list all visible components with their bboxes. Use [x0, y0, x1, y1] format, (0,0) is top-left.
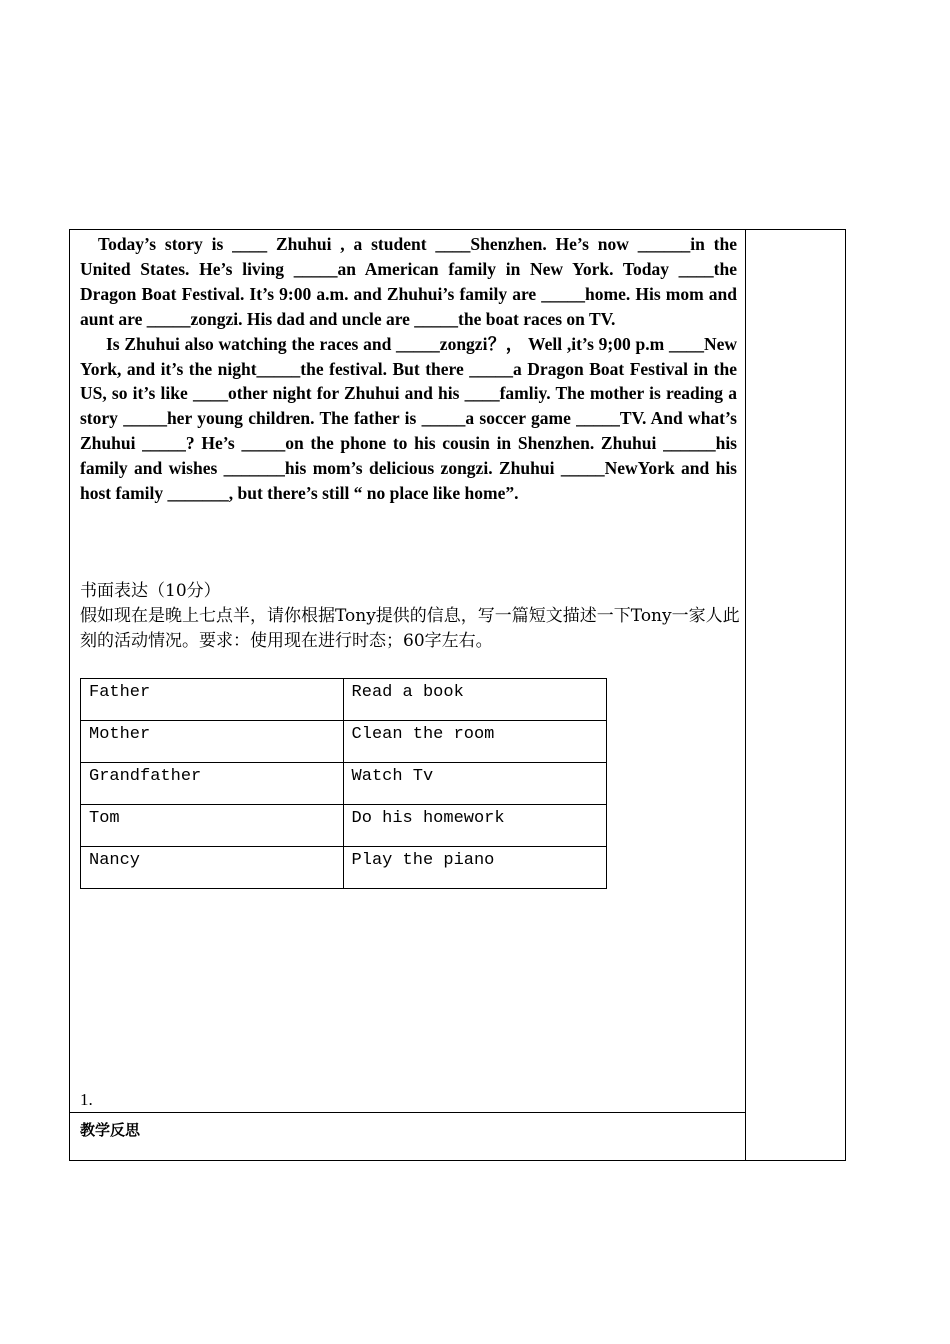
table-row [81, 679, 607, 721]
person-cell: Mother [81, 721, 344, 763]
activity-cell: Clean the room [343, 721, 606, 763]
writing-task-title: 书面表达（10分） [80, 581, 221, 601]
item-number: 1. [80, 1090, 93, 1109]
reading-passage [80, 232, 737, 506]
table-row [81, 763, 607, 805]
worksheet-frame [69, 229, 846, 1161]
main-content-cell [70, 230, 746, 1160]
activity-cell: Play the piano [343, 847, 606, 889]
person-cell: Tom [81, 805, 344, 847]
writing-task-instructions: 假如现在是晚上七点半，请你根据Tony提供的信息，写一篇短文描述一下Tony一家人此刻的活动情况。要求：使用现在进行时态；60字左右。 [80, 606, 740, 651]
person-cell: Nancy [81, 847, 344, 889]
passage-paragraph-2: Is Zhuhui also watching the races and _____zongzi？， Well ,it’s 9;00 p.m ____New York, and it’s the night_____the festival. But there _____a Dragon Boat Festival in the US, so it’s like ____other night for Zhuhui and his ____famliy. The mother is reading a story _____her young children. The father is _____a soccer game _____TV. And what’s Zhuhui _____? He’s _____on the phone to his cousin in Shenzhen. Zhuhui ______his family and wishes _______his mom’s delicious zongzi. Zhuhui _____NewYork and his host family _______, but there’s still “ no place like home”. [80, 333, 737, 504]
table-row [81, 721, 607, 763]
activity-cell: Read a book [343, 679, 606, 721]
family-activity-table [80, 678, 607, 889]
reflection-label: 教学反思 [80, 1121, 141, 1139]
person-cell: Father [81, 679, 344, 721]
reflection-row [70, 1112, 746, 1160]
person-cell: Grandfather [81, 763, 344, 805]
table-row [81, 805, 607, 847]
activity-cell: Watch Tv [343, 763, 606, 805]
activity-cell: Do his homework [343, 805, 606, 847]
table-row [81, 847, 607, 889]
passage-paragraph-1: Today’s story is ____ Zhuhui , a student ____Shenzhen. He’s now ______in the United States. He’s living _____an American family in New York. Today ____the Dragon Boat Festival. It’s 9:00 a.m. and Zhuhui’s family are _____home. His mom and aunt are _____zongzi. His dad and uncle are _____the boat races on TV. [80, 234, 737, 329]
